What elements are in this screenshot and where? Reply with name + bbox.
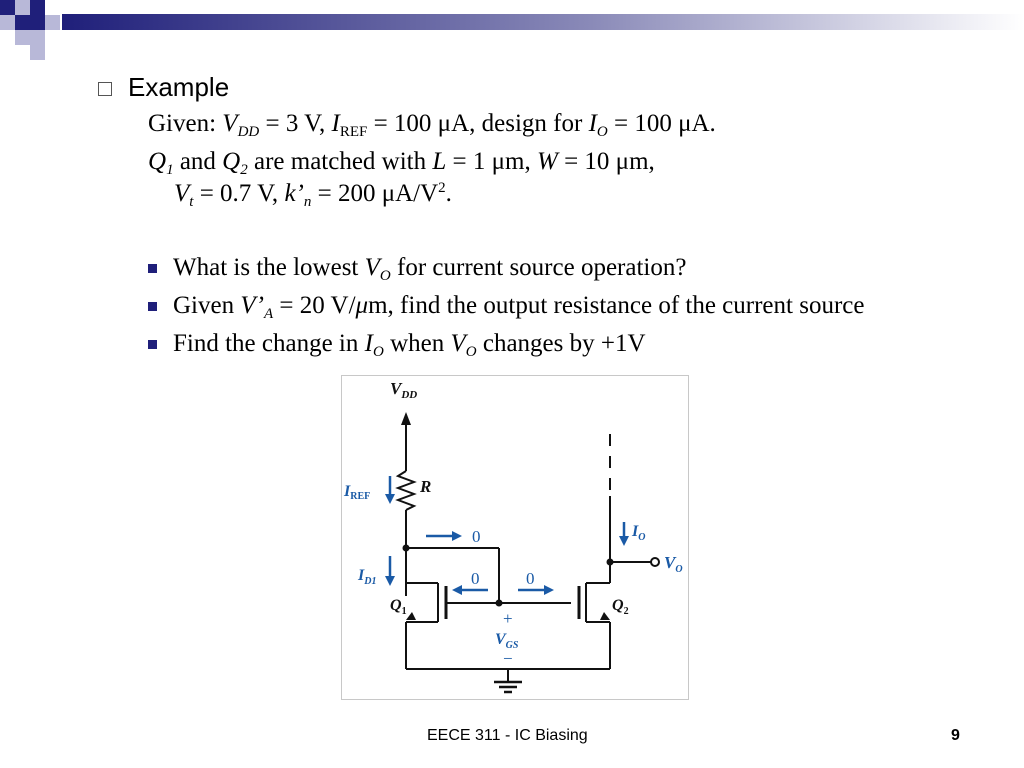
- q1-source-arrow-icon: [406, 612, 416, 620]
- current-mirror-figure: [341, 375, 689, 700]
- resistor-r: [398, 471, 414, 510]
- header-gradient-bar: [62, 14, 1024, 30]
- zero-label-3: 0: [526, 569, 535, 588]
- circuit-diagram: [342, 376, 688, 699]
- square-bullet-icon: [148, 340, 157, 349]
- vgs-minus-sign: −: [503, 649, 513, 668]
- q1-label: $Q_1$: [390, 597, 407, 617]
- question-1: What is the lowest $V_O$ for current source operation?: [148, 254, 686, 282]
- vdd-arrow-icon: [401, 412, 411, 425]
- deco-square: [30, 45, 45, 60]
- deco-square: [0, 15, 15, 30]
- q2-source-arrow-icon: [600, 612, 610, 620]
- slide-footer: EECE 311 - IC Biasing: [427, 727, 588, 744]
- zero-label-2: 0: [471, 569, 480, 588]
- heading-text: Example: [128, 72, 230, 102]
- q2-label: $Q_2$: [612, 597, 629, 617]
- header-decoration: [0, 0, 1024, 60]
- deco-square: [15, 15, 30, 30]
- question-2: Given $V’_A = 20$ V/μm, find the output resistance of the current source: [148, 292, 864, 320]
- given-line: Given: $V_{DD} = 3$ V, $I_{REF} = 100$ μA, design for $I_O = 100$ μA.: [148, 110, 716, 140]
- hollow-square-bullet-icon: [98, 82, 112, 96]
- deco-square: [30, 15, 45, 30]
- vdd-label: $V_{DD}$: [390, 379, 418, 401]
- ground-icon: [494, 682, 522, 692]
- output-terminal: [651, 558, 659, 566]
- vo-label: $V_O$: [664, 553, 683, 575]
- slide-heading: [98, 72, 229, 103]
- junction-dot: [403, 545, 410, 552]
- deco-square: [15, 0, 30, 15]
- matched-line: $Q_1$ and $Q_2$ are matched with L = 1 μm, W = 10 μm,: [148, 148, 655, 178]
- resistor-label: R: [420, 477, 432, 496]
- vgs-label: $V_{GS}$: [495, 631, 519, 651]
- zero-label-1: 0: [472, 527, 481, 546]
- deco-square: [15, 30, 30, 45]
- junction-dot: [496, 600, 503, 607]
- deco-square: [45, 15, 60, 30]
- io-label: $I_O$: [632, 523, 646, 543]
- square-bullet-icon: [148, 264, 157, 273]
- page-number: 9: [951, 727, 960, 744]
- square-bullet-icon: [148, 302, 157, 311]
- vgs-plus-sign: +: [503, 609, 513, 628]
- params-line: $V_t = 0.7$ V, $k’_n = 200$ $\mu A/V^2$.: [174, 180, 452, 210]
- question-3: Find the change in $I_O$ when $V_O$ changes by +1V: [148, 330, 646, 358]
- junction-dot: [607, 559, 614, 566]
- deco-square: [30, 30, 45, 45]
- deco-square: [0, 0, 15, 15]
- id1-label: $I_{D1}$: [358, 567, 377, 587]
- deco-square: [30, 0, 45, 15]
- iref-label: IREF: [344, 483, 371, 502]
